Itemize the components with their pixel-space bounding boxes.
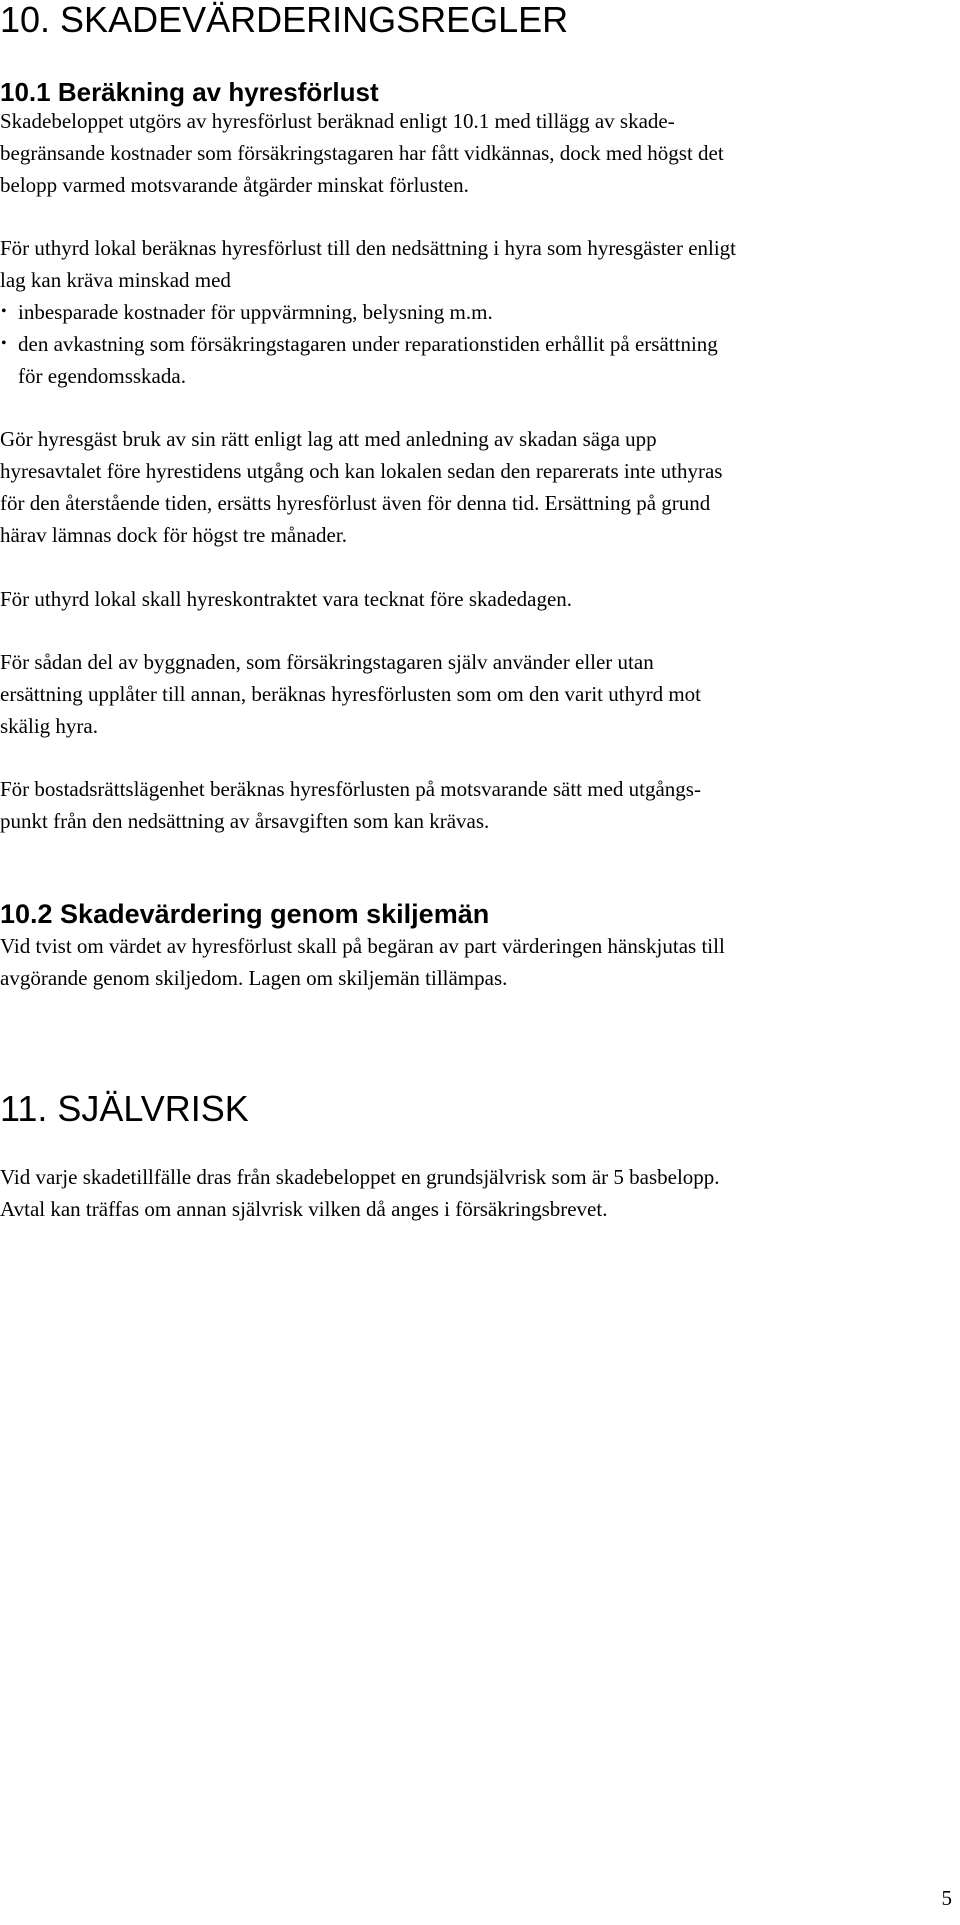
paragraph-bostadsratt bbox=[0, 773, 955, 837]
text-line: För sådan del av byggnaden, som försäkringstagaren själv använder eller utan bbox=[0, 650, 654, 674]
paragraph-uppsagning bbox=[0, 423, 955, 551]
list-item bbox=[0, 328, 955, 392]
text-line: lag kan kräva minskad med bbox=[0, 268, 231, 292]
deduction-list bbox=[0, 296, 955, 392]
section-10-1-heading: 10.1 Beräkning av hyresförlust bbox=[0, 77, 379, 107]
text-line: Vid tvist om värdet av hyresförlust skall på begäran av part värderingen hänskjutas till bbox=[0, 934, 725, 958]
text-line: avgörande genom skiljedom. Lagen om skiljemän tillämpas. bbox=[0, 966, 508, 990]
list-item bbox=[0, 296, 955, 328]
section-10-2-heading: 10.2 Skadevärdering genom skiljemän bbox=[0, 899, 490, 929]
text-line: Gör hyresgäst bruk av sin rätt enligt lag att med anledning av skadan säga upp bbox=[0, 427, 657, 451]
text-line: begränsande kostnader som försäkringstagaren har fått vidkännas, dock med högst det bbox=[0, 141, 724, 165]
paragraph-skiljeman bbox=[0, 930, 955, 994]
paragraph-hyreskontrakt bbox=[0, 583, 955, 615]
paragraph-10-1-intro bbox=[0, 105, 955, 201]
section-10-heading: 10. SKADEVÄRDERINGSREGLER bbox=[0, 0, 569, 40]
text-line: belopp varmed motsvarande åtgärder minskat förlusten. bbox=[0, 173, 469, 197]
text-line: den avkastning som försäkringstagaren under reparationstiden erhållit på ersättning bbox=[18, 332, 718, 356]
text-line: För uthyrd lokal skall hyreskontraktet vara tecknat före skadedagen. bbox=[0, 587, 573, 611]
text-line: hyresavtalet före hyrestidens utgång och kan lokalen sedan den reparerats inte uthyras bbox=[0, 459, 723, 483]
text-line: härav lämnas dock för högst tre månader. bbox=[0, 523, 347, 547]
text-line: punkt från den nedsättning av årsavgiften som kan krävas. bbox=[0, 809, 490, 833]
text-line: skälig hyra. bbox=[0, 714, 98, 738]
text-line: För uthyrd lokal beräknas hyresförlust till den nedsättning i hyra som hyresgäster enligt bbox=[0, 236, 737, 260]
section-11-heading: 11. SJÄLVRISK bbox=[0, 1088, 249, 1129]
text-line: För bostadsrättslägenhet beräknas hyresförlusten på motsvarande sätt med utgångs- bbox=[0, 777, 701, 801]
text-line: ersättning upplåter till annan, beräknas hyresförlusten som om den varit uthyrd mot bbox=[0, 682, 701, 706]
paragraph-sjalvrisk bbox=[0, 1161, 955, 1225]
text-line: för egendomsskada. bbox=[18, 364, 186, 388]
text-line: Vid varje skadetillfälle dras från skadebeloppet en grundsjälvrisk som är 5 basbelopp. bbox=[0, 1165, 720, 1189]
paragraph-uthyrd-lokal bbox=[0, 232, 955, 392]
text-line: Skadebeloppet utgörs av hyresförlust beräknad enligt 10.1 med tillägg av skade- bbox=[0, 109, 675, 133]
bullet-icon: • bbox=[1, 335, 7, 352]
paragraph-egen-anvandning bbox=[0, 646, 955, 742]
page-number: 5 bbox=[941, 1886, 952, 1910]
text-line: inbesparade kostnader för uppvärmning, belysning m.m. bbox=[18, 300, 493, 324]
text-line: Avtal kan träffas om annan självrisk vilken då anges i försäkringsbrevet. bbox=[0, 1197, 608, 1221]
bullet-icon: • bbox=[1, 303, 7, 320]
text-line: för den återstående tiden, ersätts hyresförlust även för denna tid. Ersättning på grund bbox=[0, 491, 711, 515]
